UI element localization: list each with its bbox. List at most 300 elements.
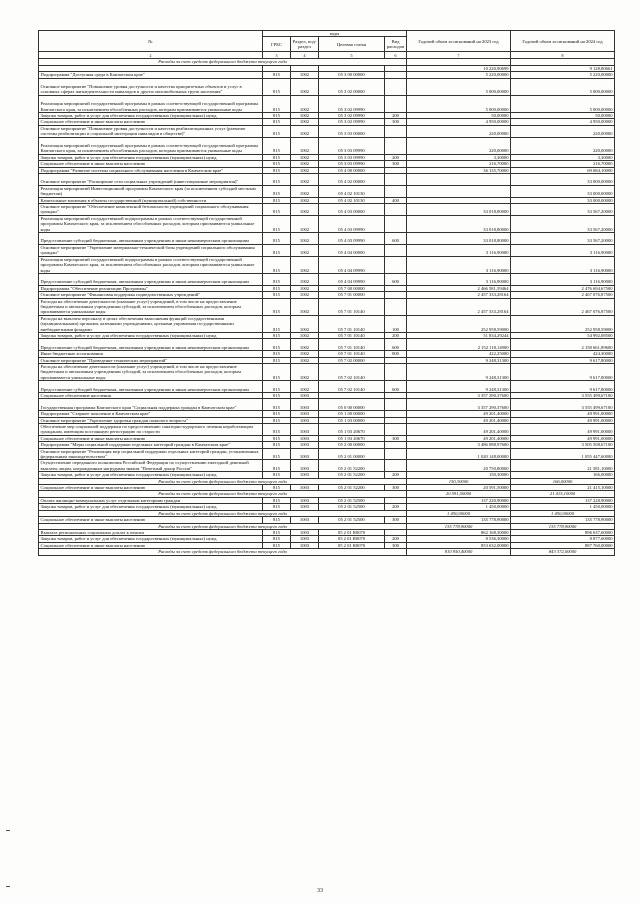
target-code: 05 7 01 10140: [319, 315, 385, 332]
amount-2023: 49 201,40000: [407, 417, 511, 423]
amount-2024: 49 991,00000: [511, 411, 615, 417]
col-num: 3: [263, 52, 291, 59]
amount-2023: 20 591,50000: [407, 491, 511, 497]
target-code: 05 2 01 52500: [319, 504, 385, 510]
amount-2023: 49 201,40000: [407, 424, 511, 436]
section-code: 1002: [291, 357, 319, 363]
section-code: 1002: [291, 72, 319, 78]
expense-type-code: [385, 204, 407, 216]
amount-2024: 1 450,00000: [511, 504, 615, 510]
amount-2024: 424,30000: [511, 351, 615, 357]
amount-2024: 54 992,08500: [511, 332, 615, 338]
amount-2024: 21 415,10000: [511, 485, 615, 491]
amount-2024: 5 220,00000: [511, 72, 615, 78]
grbs-code: 815: [263, 339, 291, 351]
row-description: Иные бюджетные ассигнования: [39, 351, 263, 357]
target-code: 05 1 03 00000: [319, 417, 385, 423]
grbs-code: 815: [263, 244, 291, 256]
row-description: Расходы на выплаты персоналу в целях обеспечения выполнения функций государственными (муниципальными) органами, казенными учреждениями, органами управления государственными внебюджетными фондами: [39, 315, 263, 332]
amount-2023: 3 357 290,37600: [407, 392, 511, 398]
target-code: 05 3 03 09990: [319, 137, 385, 154]
amount-2023: 33 018,80000: [407, 215, 511, 232]
col-num: 6: [385, 52, 407, 59]
section-code: 1003: [291, 392, 319, 398]
target-code: 05 3 02 09990: [319, 119, 385, 125]
table-row: [39, 256, 615, 273]
amount-2024: 5 000,00000: [511, 95, 615, 112]
expense-type-code: 300: [385, 119, 407, 125]
amount-2024: 3 116,90000: [511, 244, 615, 256]
target-code: 05 2 00 00000: [319, 442, 385, 448]
row-description: Основное мероприятие "Обеспечение комплексной безопасности учреждений социального обслуживания граждан": [39, 204, 263, 216]
target-code: 05 2 01 52200: [319, 460, 385, 472]
expense-type-code: 200: [385, 332, 407, 338]
target-code: 05 7 02 10140: [319, 381, 385, 393]
amount-2024: 33 000,00000: [511, 197, 615, 203]
grbs-code: 815: [263, 298, 291, 315]
amount-2024: 3 116,90000: [511, 256, 615, 273]
amount-2024: 33 567,20000: [511, 233, 615, 245]
amount-2023: 2 152 118,14900: [407, 339, 511, 351]
section-code: 1002: [291, 244, 319, 256]
target-code: 05 4 02 10130: [319, 185, 385, 197]
amount-2023: 5 000,00000: [407, 78, 511, 95]
amount-2023: 2 457 333,28164: [407, 292, 511, 298]
table-row: [39, 215, 615, 232]
row-description: Закупка товаров, работ и услуг для обеспечения государственных (муниципальных) нужд: [39, 472, 263, 478]
amount-2023: 9 248,31300: [407, 363, 511, 380]
section-code: 1002: [291, 381, 319, 393]
grbs-code: 815: [263, 273, 291, 285]
expense-type-code: 100: [385, 315, 407, 332]
row-description: Расходы на обеспечение деятельности (оказание услуг) учреждений, в том числе на предоставление бюджетным и автономным учреждениям субсидий, за исключением обособленных расходов, которым присваиваются уникальные коды: [39, 363, 263, 380]
amount-2024: 3 555 499,67100: [511, 392, 615, 398]
section-code: 1002: [291, 161, 319, 167]
row-description: Государственная программа Камчатского края "Социальная поддержка граждан в Камчатском крае": [39, 399, 263, 411]
amount-2023: 220,00000: [407, 125, 511, 137]
grbs-code: 815: [263, 357, 291, 363]
header-grbs: ГРБС: [263, 37, 291, 52]
row-description: Закупка товаров, работ и услуг для обеспечения государственных (муниципальных) нужд: [39, 154, 263, 160]
row-description: Основное мероприятие "Проведение технических мероприятий": [39, 357, 263, 363]
section-code: 1002: [291, 363, 319, 380]
amount-2024: 33 000,00000: [511, 174, 615, 186]
target-code: 05 2 01 52200: [319, 472, 385, 478]
target-code: 05 1 00 00000: [319, 411, 385, 417]
expense-type-code: [385, 244, 407, 256]
amount-2023: 49 201,40000: [407, 435, 511, 441]
section-code: 1003: [291, 435, 319, 441]
row-description: Социальное обеспечение населения: [39, 392, 263, 398]
amount-2023: 9 248,31300: [407, 381, 511, 393]
table-row: [39, 244, 615, 256]
section-code: 1002: [291, 167, 319, 173]
header-2024: Годовой объем ассигнований на 2024 год: [511, 31, 615, 52]
table-row: [39, 424, 615, 436]
grbs-code: 815: [263, 536, 291, 542]
expense-type-code: 600: [385, 273, 407, 285]
target-code: 05 4 04 00000: [319, 244, 385, 256]
amount-2024: 5 000,00000: [511, 78, 615, 95]
amount-2023: 3 116,90000: [407, 256, 511, 273]
section-code: 1003: [291, 485, 319, 491]
section-code: 1002: [291, 339, 319, 351]
header-number-row: [39, 52, 615, 59]
amount-2024: 21 415,10000: [511, 491, 615, 497]
amount-2024: 49 991,00000: [511, 435, 615, 441]
amount-2023: 33 018,80000: [407, 204, 511, 216]
amount-2024: 135 778,90000: [511, 517, 615, 523]
row-description: Основное мероприятие "Расширение сети социальных учреждений (инвестиционные мероприятия)": [39, 174, 263, 186]
expense-type-code: [385, 174, 407, 186]
section-code: 1002: [291, 292, 319, 298]
grbs-code: 815: [263, 517, 291, 523]
row-description: Основное мероприятие "Повышение уровня доступности и качества приоритетных объектов и услуг в основных сферах жизнедеятельности инвалидов и других маломобильных групп населения": [39, 78, 263, 95]
section-code: 1002: [291, 154, 319, 160]
table-row: [39, 204, 615, 216]
section-caption: Расходы за счет средств федерального бюджета текущего года: [39, 523, 407, 529]
table-row: [39, 399, 615, 411]
target-code: 05 2 01 R0070: [319, 536, 385, 542]
expense-type-code: 300: [385, 517, 407, 523]
expense-type-code: [385, 256, 407, 273]
row-description: Обеспечение мер социальной поддержки по предоставлению санаторно-курортного лечения неработающим гражданам, имеющим постоянную регистрацию по старости: [39, 424, 263, 436]
section-code: 1003: [291, 411, 319, 417]
table-row: [39, 298, 615, 315]
row-description: Социальное обеспечение и иные выплаты населению: [39, 435, 263, 441]
expense-type-code: 200: [385, 504, 407, 510]
amount-2023: 20 591,50000: [407, 485, 511, 491]
row-description: Подпрограмма "Развитие системы социального обслуживания населения в Камчатском крае": [39, 167, 263, 173]
grbs-code: 815: [263, 485, 291, 491]
row-description: Расходы на обеспечение деятельности (оказание услуг) учреждений, в том числе на предоставление бюджетным и автономным учреждениям субсидий, за исключением обособленных расходов, которым присваиваются уникальные коды: [39, 298, 263, 315]
amount-2024: 33 567,20000: [511, 215, 615, 232]
row-description: Реализация мероприятий государственной программы в рамках соответствующей государственной программы Камчатского края, за исключением обособленных расходов, которым присваиваются уникальные коды: [39, 95, 263, 112]
row-description: Предоставление субсидий бюджетным, автономным учреждениям и иным некоммерческим организациям: [39, 381, 263, 393]
target-code: 05 7 00 00000: [319, 285, 385, 291]
expense-type-code: 600: [385, 233, 407, 245]
scan-mark: [6, 830, 10, 831]
target-code: 05 7 01 10140: [319, 351, 385, 357]
amount-2023: [407, 185, 511, 197]
section-code: 1002: [291, 298, 319, 315]
col-num: 5: [319, 52, 385, 59]
amount-2023: 3 357 290,37600: [407, 399, 511, 411]
row-description: Капитальные вложения в объекты государственной (муниципальной) собственности: [39, 197, 263, 203]
grbs-code: 815: [263, 78, 291, 95]
amount-2024: 843 372,00000: [511, 549, 615, 555]
amount-2024: 9 617,80000: [511, 357, 615, 363]
target-code: 05 2 01 R0070: [319, 542, 385, 548]
grbs-code: 815: [263, 119, 291, 125]
amount-2023: 4 950,00000: [407, 119, 511, 125]
amount-2024: 9 617,80000: [511, 381, 615, 393]
target-code: 05 3 02 09990: [319, 95, 385, 112]
amount-2023: 33 018,80000: [407, 233, 511, 245]
header-codes: коды: [263, 31, 407, 37]
row-description: Реализация мероприятий государственной подпрограммы в рамках соответствующей государственной программы Камчатского края, за исключением обособленных расходов, которым присваиваются уникальные коды: [39, 215, 263, 232]
table-row: [39, 233, 615, 245]
section-code: 1002: [291, 204, 319, 216]
col-num: 2: [39, 52, 263, 59]
amount-2024: 896 637,60000: [511, 529, 615, 535]
row-description: Социальное обеспечение и иные выплаты населению: [39, 542, 263, 548]
target-code: 05 1 03 20670: [319, 424, 385, 436]
col-num: 4: [291, 52, 319, 59]
amount-2023: 3,30000: [407, 154, 511, 160]
expense-type-code: 200: [385, 113, 407, 119]
grbs-code: 815: [263, 315, 291, 332]
grbs-code: 815: [263, 174, 291, 186]
expense-type-code: 800: [385, 351, 407, 357]
amount-2023: 150,30000: [407, 478, 511, 484]
row-description: Выплата региональных социальных доплат к пенсии: [39, 529, 263, 535]
section-code: 1003: [291, 497, 319, 503]
amount-2024: 216,70000: [511, 161, 615, 167]
expense-type-code: 300: [385, 485, 407, 491]
section-code: 1002: [291, 351, 319, 357]
section-code: 1003: [291, 442, 319, 448]
grbs-code: 815: [263, 417, 291, 423]
grbs-code: 815: [263, 215, 291, 232]
grbs-code: 815: [263, 256, 291, 273]
row-description: Предоставление субсидий бюджетным, автономным учреждениям и иным некоммерческим организациям: [39, 233, 263, 245]
amount-2023: 853 632,00000: [407, 542, 511, 548]
target-code: 05 0 00 00000: [319, 399, 385, 411]
amount-2024: 887 760,00000: [511, 542, 615, 548]
expense-type-code: [385, 424, 407, 436]
amount-2024: 33 567,20000: [511, 204, 615, 216]
section-code: 1003: [291, 504, 319, 510]
grbs-code: 815: [263, 542, 291, 548]
grbs-code: 815: [263, 161, 291, 167]
expense-type-code: [385, 399, 407, 411]
expense-type-code: [385, 185, 407, 197]
table-row: [39, 315, 615, 332]
amount-2023: 135 778,90000: [407, 517, 511, 523]
section-code: 1002: [291, 174, 319, 186]
amount-2024: 9 128,80661: [511, 65, 615, 71]
amount-2024: 252 958,59000: [511, 315, 615, 332]
target-code: 05 4 02 00000: [319, 174, 385, 186]
amount-2023: 8 536,30000: [407, 536, 511, 542]
grbs-code: 815: [263, 363, 291, 380]
amount-2023: 150,30000: [407, 472, 511, 478]
amount-2024: 3 116,90000: [511, 273, 615, 285]
row-description: Реализация мероприятий государственной подпрограммы в рамках соответствующей государственной программы Камчатского края, за исключением обособленных расходов, которым присваиваются уникальные коды: [39, 256, 263, 273]
section-code: 1002: [291, 215, 319, 232]
row-description: Закупка товаров, работ и услуг для обеспечения государственных (муниципальных) нужд: [39, 113, 263, 119]
grbs-code: 815: [263, 435, 291, 441]
amount-2024: 220,00000: [511, 137, 615, 154]
table-row: [39, 273, 615, 285]
section-code: 1002: [291, 285, 319, 291]
row-description: Реализация мероприятий государственной программы в рамках соответствующей государственной программы Камчатского края, за исключением обособленных расходов, которым присваиваются уникальные коды: [39, 137, 263, 154]
section-code: 1003: [291, 536, 319, 542]
section-code: 1002: [291, 113, 319, 119]
expense-type-code: 200: [385, 154, 407, 160]
amount-2023: 422,25000: [407, 351, 511, 357]
grbs-code: 815: [263, 113, 291, 119]
grbs-code: 815: [263, 292, 291, 298]
row-description: Подпрограмма "Старшее поколение в Камчатском крае": [39, 411, 263, 417]
amount-2024: 2 476 694,67500: [511, 285, 615, 291]
target-code: 05 3 02 09990: [319, 113, 385, 119]
table-body: [39, 59, 615, 555]
amount-2023: 137 220,90000: [407, 497, 511, 503]
target-code: 05 3 03 09990: [319, 161, 385, 167]
expense-type-code: 300: [385, 542, 407, 548]
table-row: [39, 381, 615, 393]
grbs-code: 815: [263, 497, 291, 503]
amount-2024: 1 450,00000: [511, 510, 615, 516]
target-code: 05 4 02 10130: [319, 197, 385, 203]
header-target: Целевая статья: [319, 37, 385, 52]
amount-2024: 4 950,00000: [511, 119, 615, 125]
scan-mark: [6, 886, 10, 887]
target-code: 05 1 03 20670: [319, 435, 385, 441]
row-description: Закупка товаров, работ и услуг для обеспечения государственных (муниципальных) нужд: [39, 504, 263, 510]
grbs-code: 815: [263, 529, 291, 535]
table-row: [39, 174, 615, 186]
row-description: Основное мероприятие "Повышение уровня доступности и качества реабилитационных услуг (развитие системы реабилитации и социальной интеграции инвалидов в обществе)": [39, 125, 263, 137]
amount-2023: 50,00000: [407, 113, 511, 119]
col-num: 8: [511, 52, 615, 59]
amount-2024: 49 991,00000: [511, 424, 615, 436]
target-code: 05 4 03 09990: [319, 215, 385, 232]
row-description: Социальное обеспечение и иные выплаты населению: [39, 119, 263, 125]
expense-type-code: 300: [385, 435, 407, 441]
target-code: 05 7 02 10140: [319, 363, 385, 380]
target-code: 05 2 01 52500: [319, 517, 385, 523]
table-row: [39, 460, 615, 472]
row-description: Социальное обеспечение и иные выплаты населению: [39, 517, 263, 523]
grbs-code: 815: [263, 137, 291, 154]
section-code: 1002: [291, 185, 319, 197]
expense-type-code: [385, 125, 407, 137]
expense-type-code: [385, 137, 407, 154]
grbs-code: 815: [263, 154, 291, 160]
expense-type-code: [385, 448, 407, 460]
grbs-code: 815: [263, 442, 291, 448]
grbs-code: 815: [263, 399, 291, 411]
expense-type-code: [385, 215, 407, 232]
section-code: 1002: [291, 197, 319, 203]
section-caption: Расходы за счет средств федерального бюджета текущего года: [39, 478, 407, 484]
grbs-code: 815: [263, 504, 291, 510]
amount-2023: 51 834,29244: [407, 332, 511, 338]
amount-2023: [407, 174, 511, 186]
amount-2023: 2 457 333,28164: [407, 298, 511, 315]
amount-2024: 166,00000: [511, 478, 615, 484]
grbs-code: 815: [263, 448, 291, 460]
amount-2024: 137 228,90000: [511, 497, 615, 503]
amount-2024: 9 617,80000: [511, 363, 615, 380]
row-description: Оплата жилищно-коммунальных услуг отдельным категориям граждан: [39, 497, 263, 503]
amount-2024: 3,30000: [511, 154, 615, 160]
section-caption: Расходы за счет средств федерального бюджета текущего года: [39, 59, 407, 65]
grbs-code: 815: [263, 72, 291, 78]
table-row: [39, 125, 615, 137]
section-code: 1002: [291, 315, 319, 332]
grbs-code: 815: [263, 472, 291, 478]
grbs-code: 815: [263, 392, 291, 398]
section-code: 1002: [291, 119, 319, 125]
row-description: Закупка товаров, работ и услуг для обеспечения государственных (муниципальных) нужд: [39, 332, 263, 338]
section-caption: Расходы за счет средств федерального бюджета текущего года: [39, 510, 407, 516]
row-description: Предоставление субсидий бюджетным, автономным учреждениям и иным некоммерческим организациям: [39, 339, 263, 351]
grbs-code: 815: [263, 233, 291, 245]
grbs-code: 815: [263, 381, 291, 393]
target-code: 05 4 00 00000: [319, 167, 385, 173]
section-code: 1002: [291, 78, 319, 95]
target-code: 05 7 01 10140: [319, 332, 385, 338]
section-caption: Расходы за счет средств федерального бюджета текущего года: [39, 491, 407, 497]
row-description: Основное мероприятие "Финансовая поддержка подведомственных учреждений": [39, 292, 263, 298]
grbs-code: 815: [263, 167, 291, 173]
amount-2024: 69 684,10000: [511, 167, 615, 173]
table-row: [39, 78, 615, 95]
amount-2023: 9 248,31300: [407, 357, 511, 363]
amount-2023: 3 116,90000: [407, 273, 511, 285]
section-code: 1002: [291, 273, 319, 285]
amount-2024: 49 991,00000: [511, 417, 615, 423]
row-description: Основное мероприятие "Реализация мер социальной поддержки отдельных категорий граждан, установленных федеральным законодательством": [39, 448, 263, 460]
section-code: 1003: [291, 424, 319, 436]
header-2023: Годовой объем ассигнований на 2023 год: [407, 31, 511, 52]
amount-2024: 2 467 076,87500: [511, 298, 615, 315]
amount-2024: 3 555 499,67100: [511, 399, 615, 411]
section-code: 1003: [291, 448, 319, 460]
amount-2024: 3 505 508,67100: [511, 442, 615, 448]
section-caption: Расходы за счет средств федерального бюджета текущего года: [39, 549, 407, 555]
section-code: 1003: [291, 529, 319, 535]
header-vid: Вид расходов: [385, 37, 407, 52]
expense-type-code: [385, 78, 407, 95]
row-description: Социальное обеспечение и иные выплаты населению: [39, 161, 263, 167]
grbs-code: 815: [263, 424, 291, 436]
header-section: Раздел, под-раздел: [291, 37, 319, 52]
amount-2023: 220,00000: [407, 137, 511, 154]
expense-type-code: 400: [385, 197, 407, 203]
amount-2023: 36 135,70000: [407, 167, 511, 173]
table-row: [39, 339, 615, 351]
row-description: Подпрограмма "Обеспечение реализации Программы": [39, 285, 263, 291]
grbs-code: 815: [263, 411, 291, 417]
table-row: [39, 448, 615, 460]
section-code: 1003: [291, 472, 319, 478]
table-row: [39, 185, 615, 197]
target-code: 05 2 01 R0070: [319, 529, 385, 535]
amount-2024: 21 581,10000: [511, 460, 615, 472]
grbs-code: 815: [263, 460, 291, 472]
grbs-code: 815: [263, 197, 291, 203]
target-code: 05 4 04 09990: [319, 273, 385, 285]
row-description: Социальное обеспечение и иные выплаты населению: [39, 485, 263, 491]
target-code: 05 7 02 00000: [319, 357, 385, 363]
amount-2023: 810 950,40000: [407, 549, 511, 555]
section-caption-row: [39, 549, 615, 555]
amount-2023: 252 958,59000: [407, 315, 511, 332]
expense-type-code: [385, 298, 407, 315]
target-code: 05 7 01 10140: [319, 298, 385, 315]
grbs-code: 815: [263, 95, 291, 112]
row-description: Подпрограмма "Доступная среда в Камчатском крае": [39, 72, 263, 78]
grbs-code: 815: [263, 204, 291, 216]
expense-type-code: [385, 363, 407, 380]
section-code: 1002: [291, 125, 319, 137]
section-code: 1003: [291, 517, 319, 523]
